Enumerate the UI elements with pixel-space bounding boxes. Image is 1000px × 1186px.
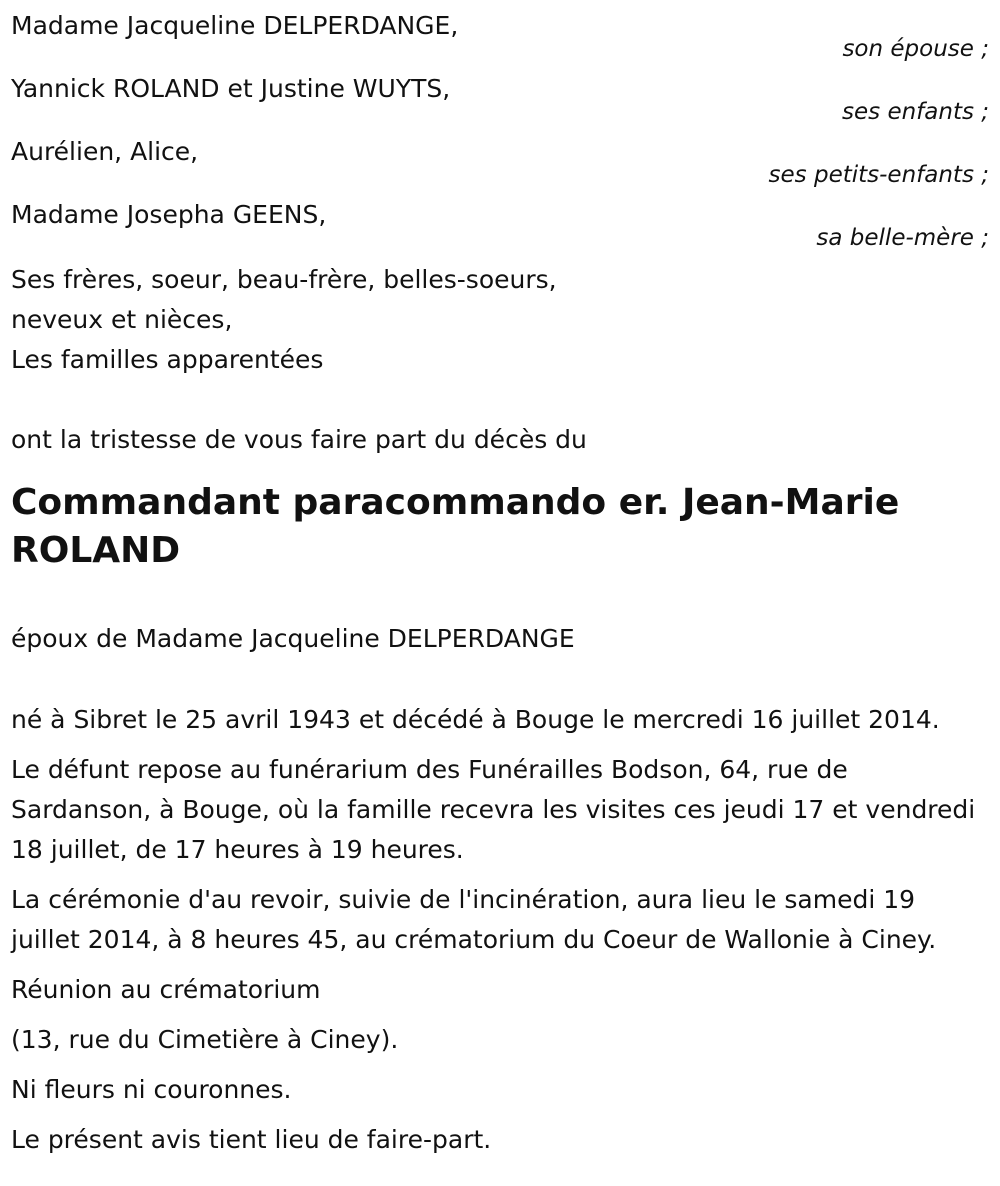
relative-role: ses petits-enfants ;	[768, 162, 989, 188]
no-flowers-paragraph: Ni fleurs ni couronnes.	[11, 1075, 292, 1104]
relative-role: son épouse ;	[842, 36, 989, 62]
family-line: neveux et nièces,	[11, 305, 233, 334]
announcement-text: ont la tristesse de vous faire part du décès du	[11, 425, 587, 454]
relative-role: ses enfants ;	[842, 99, 989, 125]
obituary-notice	[11, 8, 989, 1160]
relative-role: sa belle-mère ;	[816, 225, 989, 251]
visitation-paragraph: Le défunt repose au funérarium des Funérailles Bodson, 64, rue de Sardanson, à Bouge, où la famille recevra les visites ces jeudi 17 et vendredi 18 juillet, de 17 heures à 19 heures.	[11, 755, 976, 864]
relative-name: Aurélien, Alice,	[11, 137, 199, 166]
relative-entry-mother-in-law	[11, 197, 989, 260]
relative-name: Yannick ROLAND et Justine WUYTS,	[11, 74, 451, 103]
crematorium-address: (13, rue du Cimetière à Ciney).	[11, 1025, 399, 1054]
relative-entry-grandchildren	[11, 134, 989, 197]
deceased-name-heading: Commandant paracommando er. Jean-Marie ROLAND	[11, 482, 900, 571]
ceremony-paragraph: La cérémonie d'au revoir, suivie de l'incinération, aura lieu le samedi 19 juillet 2014, à 8 heures 45, au crématorium du Coeur de Wallonie à Ciney.	[11, 885, 937, 954]
gathering-paragraph: Réunion au crématorium	[11, 975, 321, 1004]
birth-death-paragraph: né à Sibret le 25 avril 1943 et décédé à Bouge le mercredi 16 juillet 2014.	[11, 705, 940, 734]
relative-entry-spouse	[11, 8, 989, 71]
relative-name: Madame Josepha GEENS,	[11, 200, 327, 229]
family-line: Les familles apparentées	[11, 345, 324, 374]
relative-name: Madame Jacqueline DELPERDANGE,	[11, 11, 459, 40]
family-line: Ses frères, soeur, beau-frère, belles-soeurs,	[11, 265, 557, 294]
spouse-line: époux de Madame Jacqueline DELPERDANGE	[11, 624, 575, 653]
extended-family	[11, 260, 989, 380]
relative-entry-children	[11, 71, 989, 134]
notice-paragraph: Le présent avis tient lieu de faire-part.	[11, 1125, 492, 1154]
